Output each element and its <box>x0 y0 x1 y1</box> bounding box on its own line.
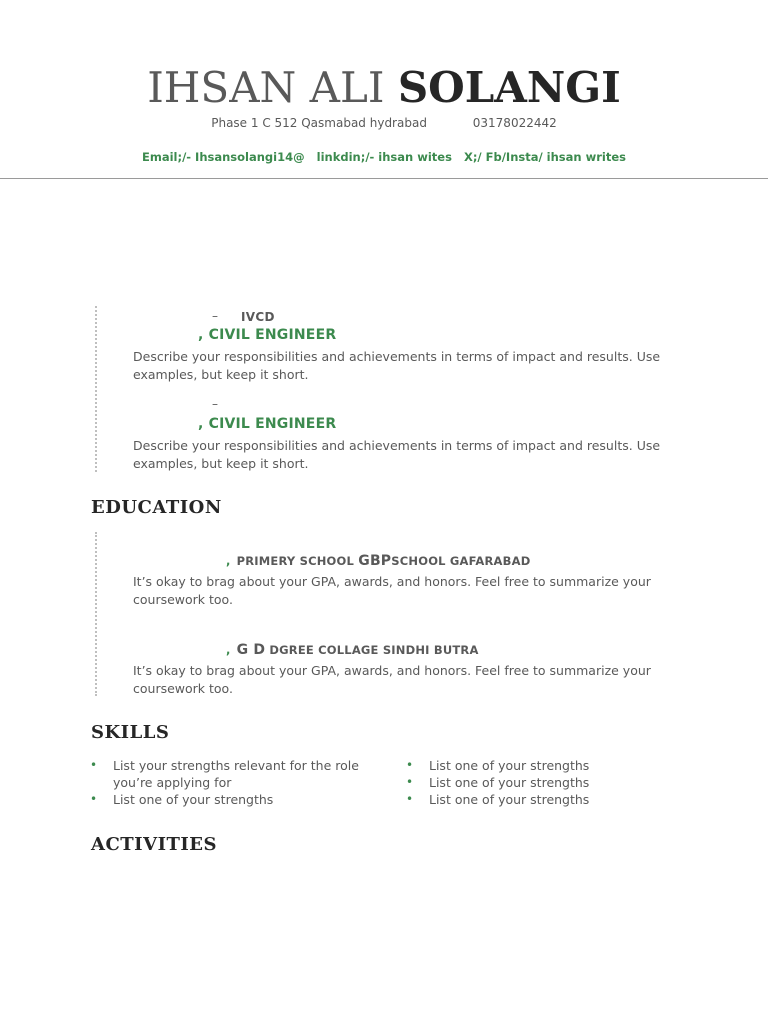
skill-item <box>406 774 706 791</box>
bullet-icon: • <box>406 792 414 806</box>
job-description: Describe your responsibilities and achievements in terms of impact and results. Use examples, but keep it short. <box>133 349 661 382</box>
social-link[interactable]: X;/ Fb/Insta/ ihsan writes <box>463 150 626 164</box>
candidate-name <box>0 62 768 114</box>
skill-text: List one of your strengths <box>429 775 590 790</box>
experience-block-rule <box>95 306 97 472</box>
resume-header <box>0 0 768 179</box>
education-description: It’s okay to brag about your GPA, awards, and honors. Feel free to summarize your coursework too. <box>133 574 651 607</box>
education-heading: EDUCATION <box>91 497 222 518</box>
school-line <box>226 642 479 658</box>
skill-item <box>406 791 706 808</box>
company-name: IVCD <box>241 310 275 324</box>
skill-text: List one of your strengths <box>113 792 274 807</box>
date-dash: – <box>212 397 218 411</box>
contact-line <box>0 116 768 130</box>
bullet-icon: • <box>90 758 98 772</box>
degree: PRIMERY SCHOOL <box>236 554 355 568</box>
phone-number: 03178022442 <box>472 116 557 130</box>
school-line <box>226 553 530 569</box>
skills-list-left <box>90 757 390 808</box>
skill-text: List one of your strengths <box>429 792 590 807</box>
school-name: SCHOOL GAFARABAD <box>391 554 531 568</box>
bullet-icon: • <box>90 792 98 806</box>
skills-list-right <box>406 757 706 808</box>
job-title: , CIVIL ENGINEER <box>198 327 337 343</box>
address: Phase 1 C 512 Qasmabad hydrabad <box>211 116 427 130</box>
skill-text: List your strengths relevant for the role you’re applying for <box>113 758 359 790</box>
job-title: , CIVIL ENGINEER <box>198 416 337 432</box>
bullet-icon: • <box>406 775 414 789</box>
job-description: Describe your responsibilities and achievements in terms of impact and results. Use examples, but keep it short. <box>133 438 661 471</box>
linkedin-link[interactable]: linkdin;/- ihsan wites <box>316 150 452 164</box>
email-link[interactable]: Email;/- Ihsansolangi14@ <box>141 150 305 164</box>
last-name: SOLANGI <box>397 63 621 112</box>
bullet-icon: • <box>406 758 414 772</box>
separator: , <box>226 643 231 657</box>
activities-heading: ACTIVITIES <box>91 834 218 855</box>
education-description: It’s okay to brag about your GPA, awards, and honors. Feel free to summarize your coursework too. <box>133 663 651 696</box>
school-name: DGREE COLLAGE SINDHI BUTRA <box>269 643 479 657</box>
social-contacts <box>0 150 768 164</box>
skills-heading: SKILLS <box>91 722 170 743</box>
education-block-rule <box>95 532 97 696</box>
skill-item <box>90 791 390 808</box>
school-name-emphasis: GBP <box>358 553 392 569</box>
skill-item <box>90 757 390 791</box>
date-dash: – <box>212 309 218 323</box>
separator: , <box>226 554 231 568</box>
degree-emphasis: G D <box>236 642 266 658</box>
first-name: IHSAN ALI <box>147 63 385 112</box>
skill-text: List one of your strengths <box>429 758 590 773</box>
skill-item <box>406 757 706 774</box>
